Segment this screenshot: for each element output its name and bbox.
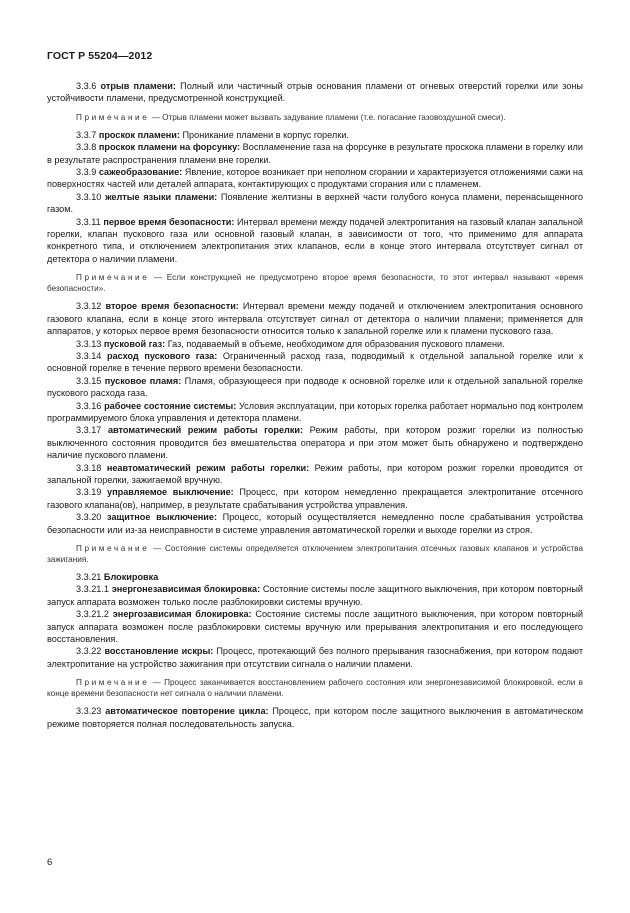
term-name: второе время безопасности: xyxy=(105,301,239,312)
term-definition xyxy=(47,300,583,337)
definition-text: Проникание пламени в корпус горелки. xyxy=(179,129,349,140)
term-definition xyxy=(47,424,583,461)
note-label: Примечание xyxy=(76,678,150,688)
definition-text: Процесс, при котором немедленно прекращается электропитание отсечного газового клапана(ов), например, в результате срабатывания устройства управления. xyxy=(47,487,583,510)
term-definition xyxy=(47,129,583,141)
clause-number: 3.3.17 xyxy=(76,425,102,436)
term-definition xyxy=(47,141,583,166)
clause-number: 3.3.18 xyxy=(76,462,102,473)
clause-number: 3.3.9 xyxy=(76,167,97,178)
clause-number: 3.3.19 xyxy=(76,487,102,498)
term-name: автоматический режим работы горелки: xyxy=(107,425,304,436)
definition-text: Процесс, при котором после защитного выключения в автоматическом режиме повторяется полная последовательность запуска. xyxy=(47,706,583,729)
definition-text: Режим работы, при котором розжиг горелки из полностью выключенного состояния проводится без вмешательства оператора и при этом может быть обнаружено и подтверждено наличие пускового пламени. xyxy=(47,425,583,461)
note-paragraph xyxy=(47,677,583,699)
term-definition xyxy=(47,338,583,350)
clause-number: 3.3.23 xyxy=(76,706,102,717)
clause-number: 3.3.21.1 xyxy=(76,584,109,595)
clause-number: 3.3.11 xyxy=(76,216,101,227)
clause-number: 3.3.15 xyxy=(76,375,102,386)
term-name: сажеобразование: xyxy=(98,167,183,178)
definition-text: Режим работы, при котором розжиг горелки проводится от запальной горелки, зажигаемой вручную. xyxy=(47,462,583,485)
clause-number: 3.3.7 xyxy=(76,129,97,140)
clause-number: 3.3.21 xyxy=(76,572,102,582)
note-label: Примечание xyxy=(76,112,150,122)
definition-text: Состояние системы после защитного выключения, при котором повторный запуск аппарата возможен только после разблокировки системы вручную. xyxy=(47,584,583,607)
term-name: проскок пламени: xyxy=(98,129,180,140)
term-definition xyxy=(47,645,583,670)
note-label: Примечание xyxy=(76,273,150,283)
term-name: отрыв пламени: xyxy=(100,81,176,91)
standard-header: ГОСТ Р 55204—2012 xyxy=(47,50,153,62)
term-name: рабочее состояние системы: xyxy=(104,400,237,411)
definition-text: Полный или частичный отрыв основания пламени от огневых отверстий горелки или зоны устойчивости пламени, предусмотренной конструкцией. xyxy=(47,81,583,104)
term-name: автоматическое повторение цикла: xyxy=(105,706,269,717)
term-name: первое время безопасности: xyxy=(103,216,235,227)
term-name: пусковое пламя: xyxy=(104,375,182,386)
term-definition xyxy=(47,400,583,425)
definition-text: Ограниченный расход газа, подводимый к отдельной запальной горелке или к основной горелке в течение первого времени безопасности. xyxy=(47,350,583,374)
term-definition xyxy=(47,166,583,191)
term-definition xyxy=(47,191,583,216)
term-definition xyxy=(47,511,583,536)
definition-text: Появление желтизны в верхней части голубого конуса пламени, перенасыщенного газом. xyxy=(47,191,583,215)
definition-text: Условия эксплуатации, при которых горелка работает нормально под контролем программируемого блока управления и детектора пламени. xyxy=(47,400,583,423)
term-name: восстановление искры: xyxy=(104,646,214,657)
term-definition xyxy=(47,486,583,511)
definition-text: Пламя, образующееся при подводе к основной горелке или к отдельной запальной горелке пускового расхода газа. xyxy=(47,375,583,399)
clause-number: 3.3.20 xyxy=(76,512,102,523)
term-name: управляемое выключение: xyxy=(107,487,234,498)
term-definition xyxy=(47,375,583,400)
note-text: — Состояние системы определяется отключением электропитания отсечных газовых клапанов и устройства зажигания. xyxy=(47,544,583,564)
term-definition xyxy=(47,583,583,608)
clause-number: 3.3.13 xyxy=(76,338,102,349)
definition-text: Явление, которое возникает при неполном сгорании и характеризуется отложениями сажи на поверхностях частей или деталей аппарата, контактирующих с продуктами сгорания или с пламенем. xyxy=(47,167,583,190)
note-paragraph xyxy=(47,272,583,294)
definition-text: Процесс, протекающий без полного прерывания газоснабжения, при котором подают электропитание на устройство зажигания при отсутствии сигнала о наличии пламени. xyxy=(47,646,583,669)
clause-number: 3.3.22 xyxy=(76,646,102,657)
page-number: 6 xyxy=(47,857,53,868)
term-name: проскок пламени на форсунку: xyxy=(98,142,241,153)
term-name: желтые языки пламени: xyxy=(105,191,218,202)
definition-text: Интервал времени между подачей и отключением электропитания основного газового клапана, если в конце этого интервала отсутствует сигнал от детектора о наличии пламени; применяется для аппаратов, у которых первое время безопасности относится только к запальной горелке или к пламени пускового газа. xyxy=(47,301,583,337)
term-definition xyxy=(47,80,583,105)
term-name: неавтоматический режим работы горелки: xyxy=(106,462,310,473)
document-body xyxy=(47,80,583,730)
definition-text: Воспламенение газа на форсунке в результате проскока пламени в горелку или в результате распространения пламени вне горелки. xyxy=(47,142,583,165)
term-definition xyxy=(47,462,583,487)
term-definition xyxy=(47,571,583,583)
note-label: Примечание xyxy=(76,544,150,553)
term-name: энергонезависимая блокировка: xyxy=(111,584,261,595)
note-text: — Отрыв пламени может вызвать задувание пламени (т.е. погасание газовоздушной смеси). xyxy=(149,112,506,122)
term-name: защитное выключение: xyxy=(107,512,218,523)
term-name: Блокировка xyxy=(103,572,159,582)
note-paragraph xyxy=(47,543,583,565)
term-definition xyxy=(47,608,583,645)
note-paragraph xyxy=(47,112,583,123)
term-definition xyxy=(47,350,583,375)
term-definition xyxy=(47,705,583,730)
term-definition xyxy=(47,216,583,266)
clause-number: 3.3.16 xyxy=(76,400,102,411)
clause-number: 3.3.12 xyxy=(76,301,102,312)
term-name: расход пускового газа: xyxy=(107,350,218,361)
definition-text: Интервал времени между подачей электропитания на газовый клапан запальной горелки, клапан пускового газа или основной газовый клапан, в зависимости от того, что применимо для аппарата конкретного типа, и отключением электропитания этих клапанов, если в конце этого интервала отсутствует сигнал от детектора о наличии пламени. xyxy=(47,216,583,264)
definition-text: Газ, подаваемый в объеме, необходимом для образования пускового пламени. xyxy=(165,338,505,349)
clause-number: 3.3.21.2 xyxy=(76,609,109,620)
definition-text: Процесс, который осуществляется немедленно после срабатывания устройства безопасности или из-за неисправности в системе управления автоматической горелки и выходе горелки из строя. xyxy=(47,512,583,535)
clause-number: 3.3.6 xyxy=(76,81,97,91)
clause-number: 3.3.10 xyxy=(76,191,102,202)
clause-number: 3.3.14 xyxy=(76,350,102,361)
term-name: пусковой газ: xyxy=(103,338,166,349)
term-name: энергозависимая блокировка: xyxy=(112,609,252,620)
note-text: — Если конструкцией не предусмотрено второе время безопасности, то этот интервал называют «время безопасности». xyxy=(47,273,583,294)
definition-text: Состояние системы после защитного выключения, при котором повторный запуск аппарата возможен после разблокировки системы вручную или прерывания электропитания и его последующего восстановления. xyxy=(47,609,583,645)
note-text: — Процесс заканчивается восстановлением рабочего состояния или энергонезависимой блокировкой, если в конце времени безопасности нет сигнала о наличии пламени. xyxy=(47,678,583,699)
clause-number: 3.3.8 xyxy=(76,142,97,153)
